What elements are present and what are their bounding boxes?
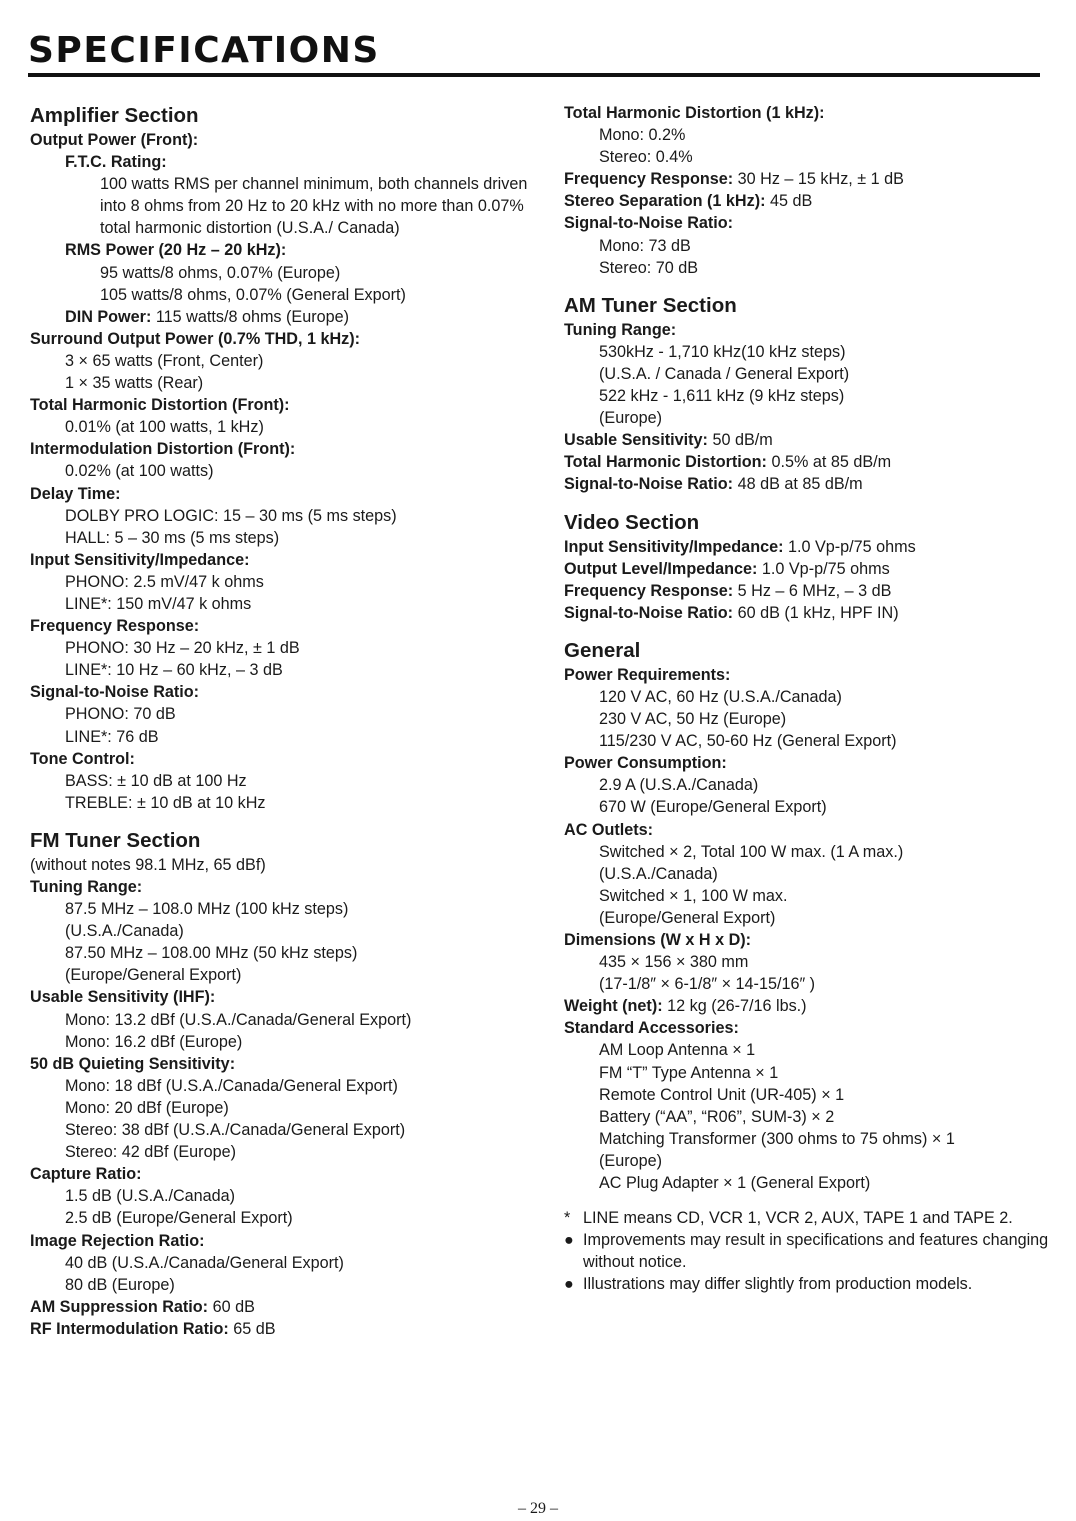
- spec-entry: [30, 1163, 535, 1229]
- spec-line: [564, 929, 1052, 951]
- spec-details: [30, 898, 535, 986]
- spec-entry: [30, 1053, 535, 1163]
- spec-line: [30, 483, 535, 505]
- spec-label: Power Requirements:: [564, 665, 731, 684]
- spec-entry: [564, 929, 1052, 995]
- spec-detail: 522 kHz - 1,611 kHz (9 kHz steps): [599, 387, 845, 406]
- spec-detail: Mono: 13.2 dBf (U.S.A./Canada/General Export): [65, 1010, 412, 1029]
- spec-entry: [564, 580, 1052, 602]
- spec-detail: Stereo: 0.4%: [599, 148, 693, 167]
- spec-label: RMS Power (20 Hz – 20 kHz):: [65, 241, 287, 260]
- spec-entry: [30, 681, 535, 747]
- spec-section: [564, 637, 1052, 1194]
- spec-label: Stereo Separation (1 kHz):: [564, 192, 766, 211]
- spec-details: [30, 460, 535, 482]
- spec-entry: [564, 1017, 1052, 1194]
- spec-detail: TREBLE: ± 10 dB at 10 kHz: [65, 793, 266, 812]
- spec-label: Signal-to-Noise Ratio:: [30, 683, 200, 702]
- spec-value: 60 dB: [208, 1297, 255, 1316]
- spec-line: [564, 168, 1052, 190]
- spec-detail: 100 watts RMS per channel minimum, both channels driven into 8 ohms from 20 Hz to 20 kHz with no more than 0.07% total harmonic distortion (U.S.A./ Canada): [100, 175, 528, 238]
- spec-line: [564, 819, 1052, 841]
- spec-detail: 530kHz - 1,710 kHz(10 kHz steps): [599, 342, 846, 361]
- spec-line: [564, 580, 1052, 602]
- spec-label: RF Intermodulation Ratio:: [30, 1319, 229, 1338]
- spec-value: 0.5% at 85 dB/m: [766, 453, 892, 472]
- spec-label: Input Sensitivity/Impedance:: [30, 550, 250, 569]
- spec-details: [65, 262, 535, 306]
- spec-value: 50 dB/m: [707, 431, 773, 450]
- spec-detail: 87.50 MHz – 108.00 MHz (50 kHz steps): [65, 944, 358, 963]
- spec-line: [564, 451, 1052, 473]
- spec-details: [564, 686, 1052, 752]
- section-title: AM Tuner Section: [564, 293, 737, 317]
- spec-detail: HALL: 5 – 30 ms (5 ms steps): [65, 528, 280, 547]
- spec-label: Total Harmonic Distortion:: [564, 453, 767, 472]
- spec-line: [65, 151, 535, 173]
- spec-line: [564, 664, 1052, 686]
- spec-label: Signal-to-Noise Ratio:: [564, 214, 734, 233]
- spec-line: [564, 102, 1052, 124]
- spec-line: [30, 854, 535, 876]
- spec-line: [564, 995, 1052, 1017]
- note-bullet: *: [564, 1209, 571, 1228]
- spec-detail: 1 × 35 watts (Rear): [65, 374, 204, 393]
- spec-value: 1.0 Vp-p/75 ohms: [783, 537, 916, 556]
- spec-entry: [30, 854, 535, 876]
- spec-entry: [564, 995, 1052, 1017]
- spec-label: Signal-to-Noise Ratio:: [564, 603, 734, 622]
- spec-label: Intermodulation Distortion (Front):: [30, 440, 296, 459]
- spec-label: Frequency Response:: [30, 617, 200, 636]
- spec-entry: [564, 536, 1052, 558]
- spec-entry: [564, 168, 1052, 190]
- section-title: FM Tuner Section: [30, 828, 201, 852]
- spec-detail: Mono: 20 dBf (Europe): [65, 1098, 229, 1117]
- right-column: [564, 102, 1052, 1296]
- spec-detail: 3 × 65 watts (Front, Center): [65, 351, 264, 370]
- spec-detail: 0.01% (at 100 watts, 1 kHz): [65, 418, 264, 437]
- spec-detail: Matching Transformer (300 ohms to 75 ohms) × 1: [599, 1129, 955, 1148]
- spec-detail: Remote Control Unit (UR-405) × 1: [599, 1085, 845, 1104]
- spec-details: [30, 416, 535, 438]
- spec-section: [564, 292, 1052, 496]
- spec-entry: [564, 102, 1052, 168]
- spec-details: [564, 1039, 1052, 1194]
- spec-line: [564, 752, 1052, 774]
- spec-label: Surround Output Power (0.7% THD, 1 kHz):: [30, 329, 361, 348]
- spec-detail: Switched × 1, 100 W max.: [599, 886, 788, 905]
- spec-line: [30, 748, 535, 770]
- spec-value: 65 dB: [228, 1319, 276, 1338]
- spec-label: Output Power (Front):: [30, 131, 199, 149]
- spec-label: AM Suppression Ratio:: [30, 1297, 209, 1316]
- spec-line: [564, 558, 1052, 580]
- spec-line: [564, 536, 1052, 558]
- spec-label: Usable Sensitivity (IHF):: [30, 988, 216, 1007]
- spec-details: [564, 951, 1052, 995]
- spec-entry: [30, 438, 535, 482]
- spec-entry: [564, 212, 1052, 278]
- spec-section: [564, 102, 1052, 279]
- spec-detail: (U.S.A./Canada): [65, 922, 184, 941]
- spec-entry: [564, 319, 1052, 429]
- spec-entry: [30, 986, 535, 1052]
- spec-entry: [564, 429, 1052, 451]
- spec-details: [564, 235, 1052, 279]
- spec-details: [30, 1075, 535, 1163]
- spec-label: Output Level/Impedance:: [564, 559, 758, 578]
- spec-line: [30, 986, 535, 1008]
- spec-detail: Battery (“AA”, “R06”, SUM-3) × 2: [599, 1107, 835, 1126]
- spec-detail: Mono: 18 dBf (U.S.A./Canada/General Export): [65, 1076, 398, 1095]
- note-bullet: ●: [564, 1231, 574, 1250]
- note-text: Illustrations may differ slightly from production models.: [583, 1275, 973, 1294]
- spec-entry: [564, 602, 1052, 624]
- spec-detail: 0.02% (at 100 watts): [65, 462, 214, 481]
- spec-entry: [564, 819, 1052, 929]
- spec-details: [30, 703, 535, 747]
- spec-line: [30, 549, 535, 571]
- spec-section: [30, 827, 535, 1340]
- spec-entry: [30, 239, 535, 305]
- spec-label: Frequency Response:: [564, 170, 734, 189]
- section-title: Video Section: [564, 510, 700, 534]
- spec-detail: Stereo: 70 dB: [599, 258, 698, 277]
- spec-entry: [30, 483, 535, 549]
- spec-label: Delay Time:: [30, 484, 121, 503]
- note-item: [564, 1273, 1052, 1295]
- note-text: Improvements may result in specifications and features changing without notice.: [583, 1231, 1049, 1272]
- spec-line: [30, 1318, 535, 1340]
- spec-entry: [30, 306, 535, 328]
- spec-detail: (Europe): [599, 1151, 662, 1170]
- spec-line: [564, 429, 1052, 451]
- spec-detail: Stereo: 42 dBf (Europe): [65, 1143, 236, 1162]
- spec-details: [30, 1185, 535, 1229]
- section-title: Amplifier Section: [30, 104, 199, 127]
- spec-entry: [30, 1318, 535, 1340]
- spec-entry: [30, 1296, 535, 1318]
- page-title: SPECIFICATIONS: [28, 30, 380, 71]
- spec-line: [564, 602, 1052, 624]
- spec-detail: Stereo: 38 dBf (U.S.A./Canada/General Export): [65, 1121, 406, 1140]
- spec-value: 1.0 Vp-p/75 ohms: [757, 559, 890, 578]
- spec-label: Input Sensitivity/Impedance:: [564, 537, 784, 556]
- spec-detail: LINE*: 150 mV/47 k ohms: [65, 594, 252, 613]
- spec-line: [30, 1230, 535, 1252]
- spec-label: Standard Accessories:: [564, 1019, 739, 1038]
- spec-entry: [30, 615, 535, 681]
- spec-detail: 435 × 156 × 380 mm: [599, 953, 749, 972]
- spec-value: 30 Hz – 15 kHz, ± 1 dB: [733, 170, 904, 189]
- spec-detail: 105 watts/8 ohms, 0.07% (General Export): [100, 285, 406, 304]
- spec-value: 5 Hz – 6 MHz, – 3 dB: [733, 581, 892, 600]
- spec-label: Tuning Range:: [30, 878, 143, 896]
- spec-details: [30, 1009, 535, 1053]
- spec-value: 48 dB at 85 dB/m: [733, 475, 863, 494]
- spec-label: Dimensions (W x H x D):: [564, 931, 752, 949]
- spec-line: [564, 319, 1052, 341]
- spec-value: 12 kg (26-7/16 lbs.): [662, 997, 807, 1016]
- spec-line: [564, 212, 1052, 234]
- spec-details: [564, 341, 1052, 429]
- spec-entry: [30, 394, 535, 438]
- spec-label: Signal-to-Noise Ratio:: [564, 475, 734, 494]
- spec-line: [564, 190, 1052, 212]
- spec-label: Image Rejection Ratio:: [30, 1231, 205, 1250]
- spec-entry: [30, 549, 535, 615]
- spec-entry: [30, 129, 535, 151]
- spec-detail: (Europe/General Export): [65, 966, 242, 985]
- spec-detail: PHONO: 30 Hz – 20 kHz, ± 1 dB: [65, 639, 300, 658]
- spec-detail: 87.5 MHz – 108.0 MHz (100 kHz steps): [65, 900, 349, 919]
- spec-detail: AM Loop Antenna × 1: [599, 1041, 756, 1060]
- spec-detail: 115/230 V AC, 50-60 Hz (General Export): [599, 732, 897, 751]
- spec-detail: (17-1/8″ × 6-1/8″ × 14-15/16″ ): [599, 975, 816, 994]
- spec-label: Usable Sensitivity:: [564, 431, 708, 450]
- spec-line: [30, 1296, 535, 1318]
- spec-detail: PHONO: 2.5 mV/47 k ohms: [65, 572, 264, 591]
- spec-detail: Switched × 2, Total 100 W max. (1 A max.): [599, 842, 904, 861]
- note-item: [564, 1207, 1052, 1229]
- spec-details: [30, 770, 535, 814]
- spec-label: Capture Ratio:: [30, 1165, 142, 1184]
- spec-entry: [30, 151, 535, 239]
- spec-label: Tuning Range:: [564, 320, 677, 339]
- spec-value: 45 dB: [765, 192, 813, 211]
- spec-line: [30, 876, 535, 898]
- spec-detail: 80 dB (Europe): [65, 1275, 175, 1294]
- spec-detail: Mono: 16.2 dBf (Europe): [65, 1032, 243, 1051]
- spec-label: Weight (net):: [564, 997, 663, 1016]
- note-bullet: ●: [564, 1275, 574, 1294]
- spec-entry: [564, 664, 1052, 752]
- spec-detail: 1.5 dB (U.S.A./Canada): [65, 1187, 236, 1206]
- spec-entry: [564, 190, 1052, 212]
- spec-detail: 95 watts/8 ohms, 0.07% (Europe): [100, 263, 341, 282]
- spec-entry: [30, 876, 535, 986]
- spec-line: [564, 473, 1052, 495]
- spec-details: [30, 350, 535, 394]
- spec-label: Total Harmonic Distortion (1 kHz):: [564, 104, 825, 122]
- spec-detail: Mono: 0.2%: [599, 126, 686, 145]
- spec-entry: [30, 328, 535, 394]
- spec-detail: (Europe/General Export): [599, 908, 776, 927]
- spec-detail: 120 V AC, 60 Hz (U.S.A./Canada): [599, 687, 842, 706]
- note-item: [564, 1229, 1052, 1273]
- spec-detail: PHONO: 70 dB: [65, 705, 176, 724]
- spec-line: [30, 1163, 535, 1185]
- spec-section: [564, 509, 1052, 624]
- spec-details: [65, 173, 535, 239]
- spec-section: [30, 102, 535, 814]
- spec-detail: (Europe): [599, 409, 662, 428]
- spec-entry: [30, 748, 535, 814]
- spec-detail: 40 dB (U.S.A./Canada/General Export): [65, 1253, 344, 1272]
- spec-detail: 2.5 dB (Europe/General Export): [65, 1209, 293, 1228]
- spec-line: [564, 1017, 1052, 1039]
- spec-line: [30, 681, 535, 703]
- spec-label: Power Consumption:: [564, 754, 727, 773]
- spec-details: [564, 124, 1052, 168]
- spec-value: (without notes 98.1 MHz, 65 dBf): [30, 855, 266, 874]
- spec-line: [30, 1053, 535, 1075]
- spec-entry: [564, 451, 1052, 473]
- spec-line: [30, 438, 535, 460]
- spec-line: [30, 129, 535, 151]
- left-column: [30, 102, 535, 1353]
- page-number: – 29 –: [518, 1500, 558, 1517]
- spec-detail: 2.9 A (U.S.A./Canada): [599, 776, 759, 795]
- spec-detail: Mono: 73 dB: [599, 236, 691, 255]
- spec-detail: LINE*: 10 Hz – 60 kHz, – 3 dB: [65, 661, 283, 680]
- spec-detail: 670 W (Europe/General Export): [599, 798, 827, 817]
- spec-line: [30, 328, 535, 350]
- spec-label: Total Harmonic Distortion (Front):: [30, 396, 290, 415]
- spec-details: [30, 571, 535, 615]
- spec-entry: [564, 558, 1052, 580]
- title-rule: [28, 73, 1040, 77]
- spec-details: [30, 505, 535, 549]
- spec-label: AC Outlets:: [564, 820, 654, 839]
- spec-details: [564, 841, 1052, 929]
- spec-line: [30, 615, 535, 637]
- spec-line: [30, 394, 535, 416]
- spec-line: [65, 239, 535, 261]
- spec-label: Tone Control:: [30, 749, 135, 768]
- spec-line: [65, 306, 535, 328]
- spec-label: Frequency Response:: [564, 581, 734, 600]
- spec-details: [564, 774, 1052, 818]
- spec-details: [30, 637, 535, 681]
- section-title: General: [564, 638, 641, 662]
- spec-detail: FM “T” Type Antenna × 1: [599, 1063, 779, 1082]
- spec-detail: 230 V AC, 50 Hz (Europe): [599, 710, 787, 729]
- spec-detail: AC Plug Adapter × 1 (General Export): [599, 1174, 871, 1193]
- spec-value: 115 watts/8 ohms (Europe): [151, 307, 349, 326]
- spec-entry: [564, 473, 1052, 495]
- spec-detail: LINE*: 76 dB: [65, 727, 159, 746]
- notes-list: [564, 1207, 1052, 1295]
- spec-detail: (U.S.A./Canada): [599, 864, 718, 883]
- spec-detail: (U.S.A. / Canada / General Export): [599, 364, 850, 383]
- spec-details: [30, 1252, 535, 1296]
- spec-entry: [30, 1230, 535, 1296]
- spec-label: F.T.C. Rating:: [65, 153, 167, 172]
- spec-label: 50 dB Quieting Sensitivity:: [30, 1054, 236, 1073]
- spec-value: 60 dB (1 kHz, HPF IN): [733, 603, 899, 622]
- spec-label: DIN Power:: [65, 307, 152, 326]
- spec-entry: [564, 752, 1052, 818]
- note-text: LINE means CD, VCR 1, VCR 2, AUX, TAPE 1 and TAPE 2.: [583, 1209, 1013, 1228]
- spec-detail: DOLBY PRO LOGIC: 15 – 30 ms (5 ms steps): [65, 506, 397, 525]
- spec-detail: BASS: ± 10 dB at 100 Hz: [65, 771, 247, 790]
